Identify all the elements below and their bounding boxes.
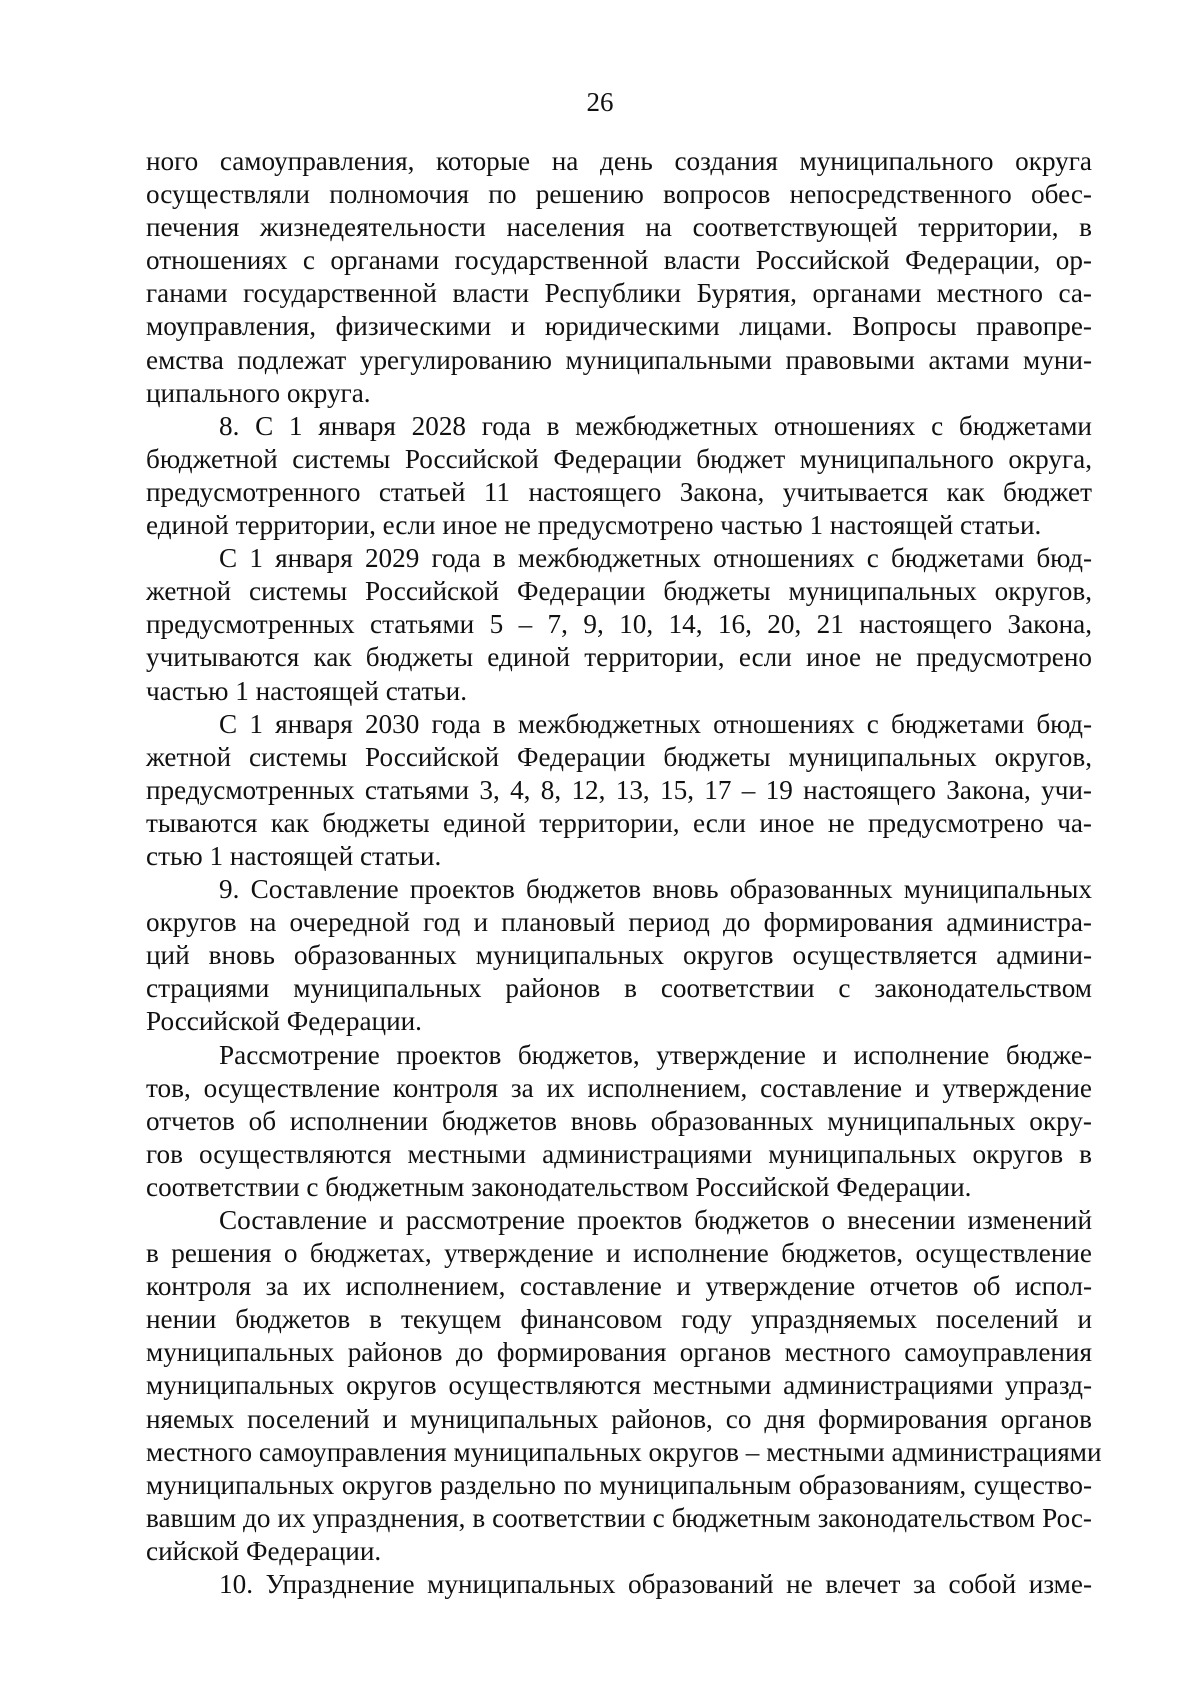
text-line: предусмотренных статьями 5 – 7, 9, 10, 14, 16, 20, 21 настоящего Закона, bbox=[146, 609, 1092, 640]
text-line: предусмотренных статьями 3, 4, 8, 12, 13, 15, 17 – 19 настоящего Закона, учи- bbox=[146, 774, 1092, 805]
paragraph bbox=[146, 145, 1092, 410]
text-line: сийской Федерации. bbox=[146, 1535, 382, 1566]
paragraph bbox=[146, 873, 1092, 1038]
text-line: частью 1 настоящей статьи. bbox=[146, 675, 467, 706]
text-line: отчетов об исполнении бюджетов вновь образованных муниципальных окру- bbox=[146, 1105, 1092, 1136]
text-line: С 1 января 2029 года в межбюджетных отношениях с бюджетами бюд- bbox=[219, 543, 1092, 574]
document-body bbox=[146, 145, 1102, 1601]
text-line: в решения о бюджетах, утверждение и исполнение бюджетов, осуществление bbox=[146, 1238, 1092, 1269]
text-line: жетной системы Российской Федерации бюджеты муниципальных округов, bbox=[146, 576, 1092, 607]
text-line: страциями муниципальных районов в соответствии с законодательством bbox=[146, 973, 1092, 1004]
text-line: вавшим до их упразднения, в соответствии с бюджетным законодательством Рос- bbox=[146, 1502, 1092, 1533]
text-line: няемых поселений и муниципальных районов, со дня формирования органов bbox=[146, 1403, 1092, 1434]
text-line: Составление и рассмотрение проектов бюджетов о внесении изменений bbox=[219, 1205, 1092, 1235]
text-line: контроля за их исполнением, составление и утверждение отчетов об испол- bbox=[146, 1271, 1092, 1302]
text-line: Рассмотрение проектов бюджетов, утверждение и исполнение бюдже- bbox=[219, 1039, 1092, 1070]
text-line: тов, осуществление контроля за их исполнением, составление и утверждение bbox=[146, 1072, 1092, 1103]
text-line: стью 1 настоящей статьи. bbox=[146, 840, 442, 871]
text-line: тываются как бюджеты единой территории, если иное не предусмотрено ча- bbox=[146, 807, 1092, 838]
text-line: округов на очередной год и плановый период до формирования администра- bbox=[146, 907, 1092, 938]
text-line: 9. Составление проектов бюджетов вновь образованных муниципальных bbox=[219, 874, 1092, 905]
paragraph bbox=[146, 542, 1092, 707]
text-line: ций вновь образованных муниципальных округов осуществляется админи- bbox=[146, 940, 1092, 971]
text-line: нении бюджетов в текущем финансовом году упраздняемых поселений и bbox=[146, 1304, 1092, 1335]
text-line: отношениях с органами государственной власти Российской Федерации, ор- bbox=[146, 245, 1092, 276]
text-line: ганами государственной власти Республики Бурятия, органами местного са- bbox=[146, 278, 1092, 309]
paragraph bbox=[146, 410, 1092, 542]
text-line: моуправления, физическими и юридическими лицами. Вопросы правопре- bbox=[146, 311, 1092, 342]
text-line: емства подлежат урегулированию муниципальными правовыми актами муни- bbox=[146, 344, 1092, 375]
text-line: Российской Федерации. bbox=[146, 1006, 422, 1037]
text-line: жетной системы Российской Федерации бюджеты муниципальных округов, bbox=[146, 741, 1092, 772]
text-line: бюджетной системы Российской Федерации бюджет муниципального округа, bbox=[146, 443, 1092, 474]
text-line: учитываются как бюджеты единой территории, если иное не предусмотрено bbox=[146, 642, 1092, 673]
paragraph bbox=[146, 1039, 1092, 1204]
text-line: единой территории, если иное не предусмотрено частью 1 настоящей статьи. bbox=[146, 510, 1042, 541]
text-line: ного самоуправления, которые на день создания муниципального округа bbox=[146, 146, 1092, 176]
text-line: С 1 января 2030 года в межбюджетных отношениях с бюджетами бюд- bbox=[219, 708, 1092, 739]
text-line: гов осуществляются местными администрациями муниципальных округов в bbox=[146, 1138, 1092, 1169]
text-line: муниципальных округов раздельно по муниципальным образованиям, существо- bbox=[146, 1469, 1092, 1500]
text-line: муниципальных районов до формирования органов местного самоуправления bbox=[146, 1337, 1092, 1368]
text-line: соответствии с бюджетным законодательством Российской Федерации. bbox=[146, 1171, 972, 1202]
page-number: 26 bbox=[586, 87, 614, 117]
paragraph bbox=[146, 1568, 1092, 1601]
paragraph bbox=[146, 1204, 1102, 1568]
text-line: 8. С 1 января 2028 года в межбюджетных отношениях с бюджетами bbox=[219, 410, 1092, 441]
text-line: муниципальных округов осуществляются местными администрациями упразд- bbox=[146, 1370, 1092, 1401]
text-line: 10. Упразднение муниципальных образований не влечет за собой изме- bbox=[219, 1569, 1092, 1600]
text-line: местного самоуправления муниципальных округов – местными администрациями bbox=[146, 1436, 1102, 1467]
text-line: предусмотренного статьей 11 настоящего Закона, учитывается как бюджет bbox=[146, 476, 1092, 507]
text-line: осуществляли полномочия по решению вопросов непосредственного обес- bbox=[146, 179, 1092, 210]
paragraph bbox=[146, 708, 1092, 873]
text-line: печения жизнедеятельности населения на соответствующей территории, в bbox=[146, 212, 1092, 243]
text-line: ципального округа. bbox=[146, 377, 371, 408]
